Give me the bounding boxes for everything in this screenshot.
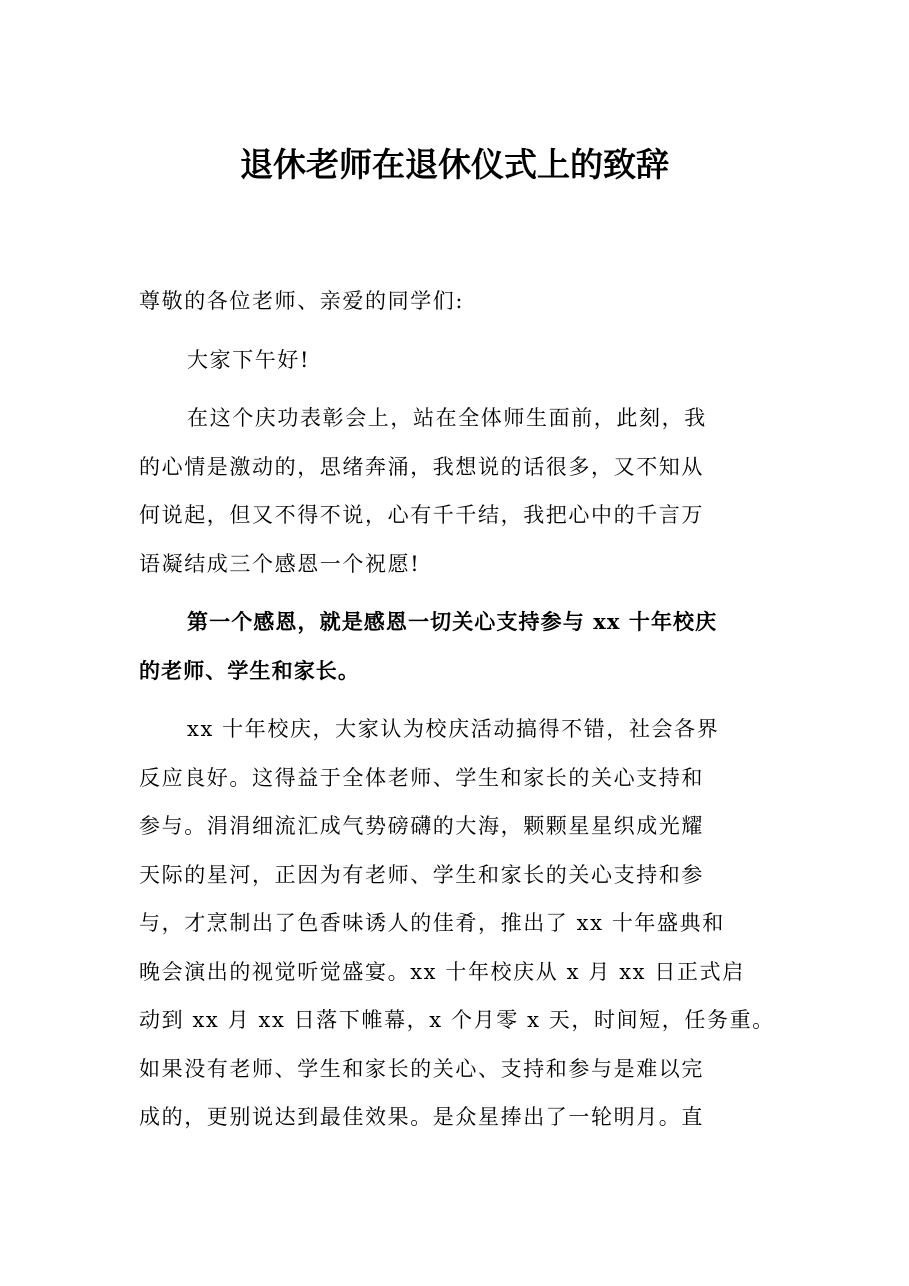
paragraph-line: 如果没有老师、学生和家长的关心、支持和参与是难以完 bbox=[139, 1056, 704, 1081]
paragraph-line: 成的，更别说达到最佳效果。是众星捧出了一轮明月。直 bbox=[139, 1105, 704, 1129]
paragraph-line: 在这个庆功表彰会上，站在全体师生面前，此刻，我 bbox=[187, 406, 707, 430]
paragraph-line: 的心情是激动的，思绪奔涌，我想说的话很多，又不知从 bbox=[139, 454, 704, 479]
document-title: 退休老师在退休仪式上的致辞 bbox=[240, 145, 669, 184]
paragraph-line: 晚会演出的视觉听觉盛宴。xx 十年校庆从 x 月 xx 日正式启 bbox=[139, 959, 745, 984]
greeting: 大家下午好! bbox=[187, 347, 311, 372]
paragraph-line: 与，才烹制出了色香味诱人的佳肴，推出了 xx 十年盛典和 bbox=[139, 911, 725, 935]
paragraph-line: 反应良好。这得益于全体老师、学生和家长的关心支持和 bbox=[139, 765, 704, 790]
salutation: 尊敬的各位老师、亲爱的同学们: bbox=[139, 289, 465, 313]
section-heading-line: 的老师、学生和家长。 bbox=[139, 657, 360, 683]
paragraph-line: 天际的星河，正因为有老师、学生和家长的关心支持和参 bbox=[139, 862, 704, 887]
paragraph-line: 参与。涓涓细流汇成气势磅礴的大海，颗颗星星织成光耀 bbox=[139, 814, 704, 838]
paragraph-line: 动到 xx 月 xx 日落下帷幕，x 个月零 x 天，时间短，任务重。 bbox=[139, 1008, 775, 1032]
paragraph-line: xx 十年校庆，大家认为校庆活动搞得不错，社会各界 bbox=[187, 717, 720, 741]
document-body bbox=[139, 277, 779, 1142]
paragraph-line: 语凝结成三个感恩一个祝愿! bbox=[139, 551, 421, 576]
paragraph-line: 何说起，但又不得不说，心有千千结，我把心中的千言万 bbox=[139, 503, 704, 527]
section-heading-line: 第一个感恩，就是感恩一切关心支持参与 xx 十年校庆 bbox=[187, 609, 718, 634]
